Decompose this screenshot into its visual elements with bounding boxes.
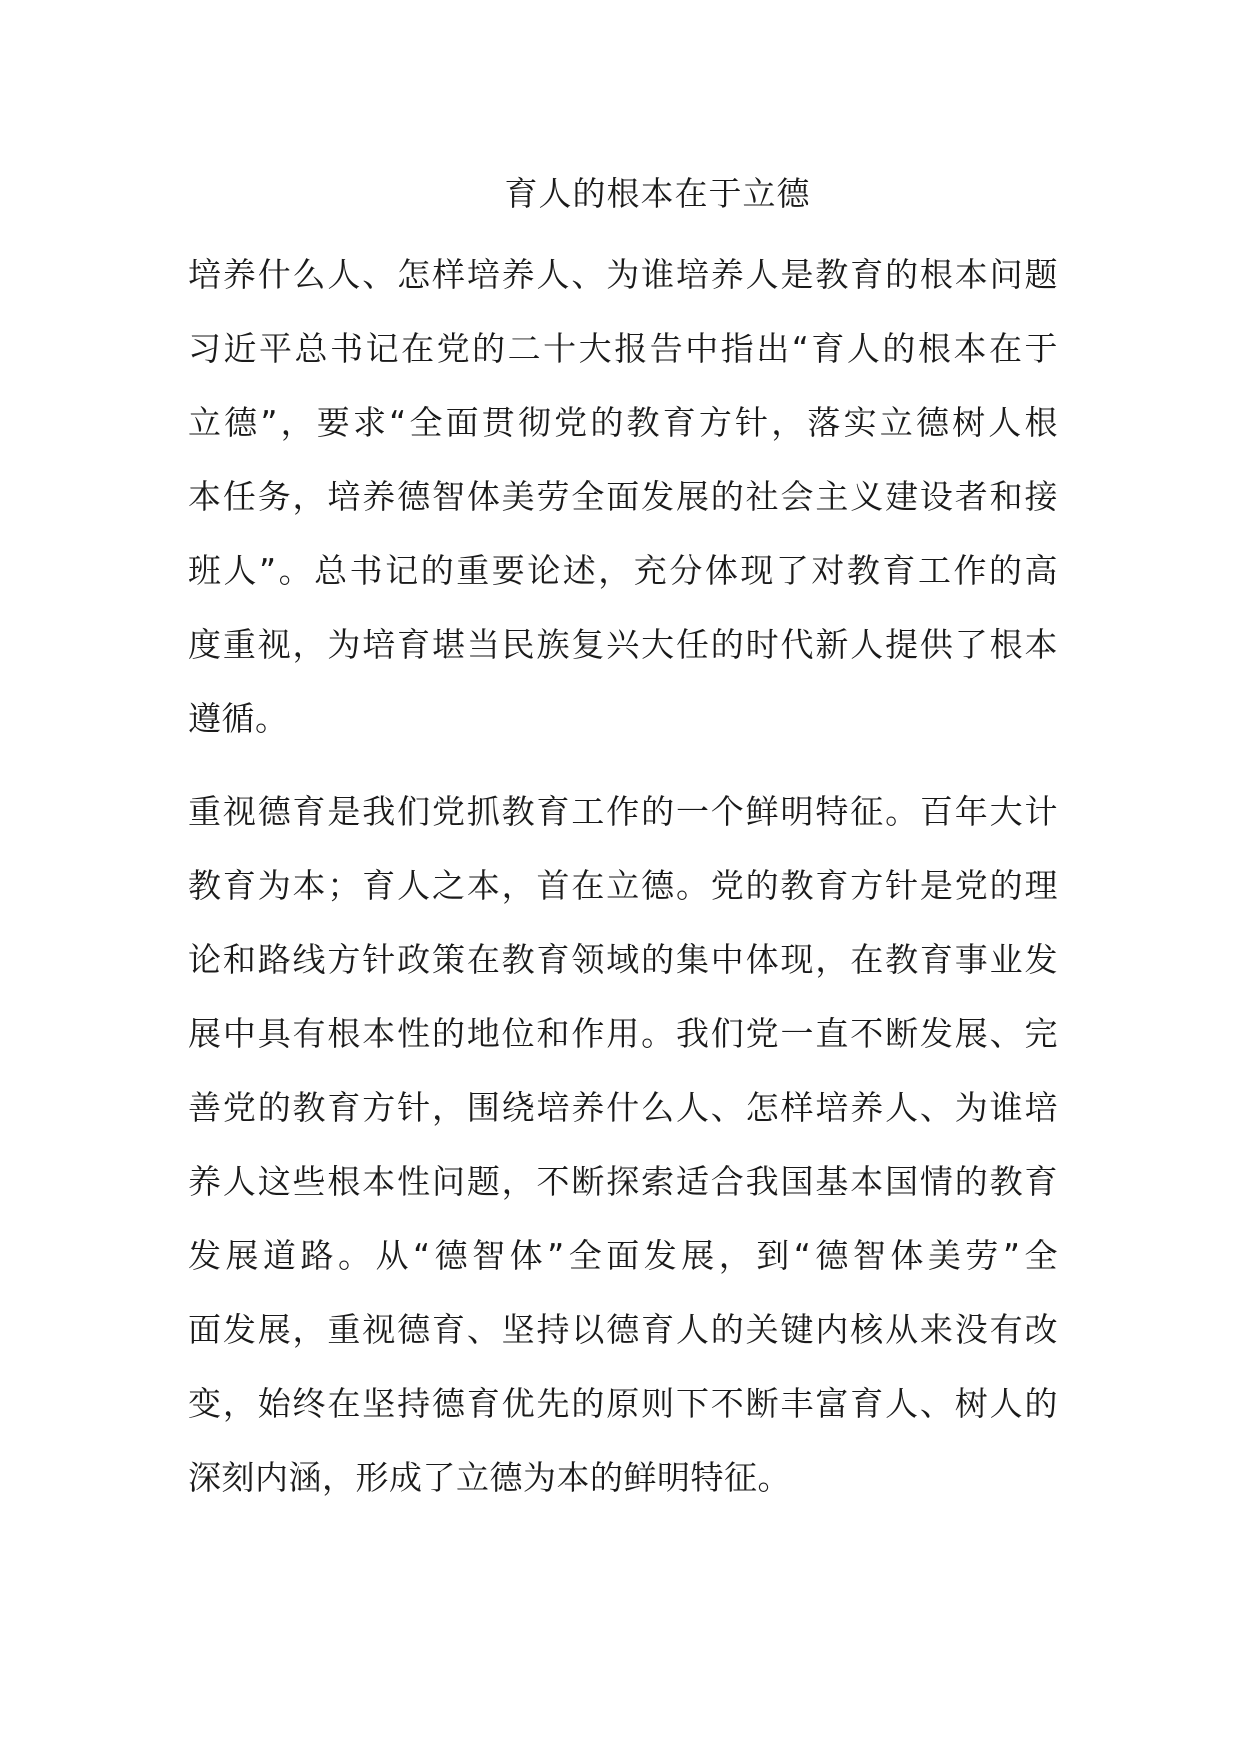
text-line: 培养什么人、怎样培养人、为谁培养人是教育的根本问题 [188, 255, 1058, 294]
text-line: 班人”。总书记的重要论述，充分体现了对教育工作的高 [188, 551, 1058, 590]
text-line: 发展道路。从“德智体”全面发展，到“德智体美劳”全 [188, 1236, 1058, 1275]
text-line: 展中具有根本性的地位和作用。我们党一直不断发展、完 [188, 1014, 1058, 1053]
text-line: 善党的教育方针，围绕培养什么人、怎样培养人、为谁培 [188, 1088, 1058, 1127]
text-line: 论和路线方针政策在教育领域的集中体现，在教育事业发 [188, 940, 1058, 979]
text-line: 习近平总书记在党的二十大报告中指出“育人的根本在于 [188, 329, 1058, 368]
paragraph [188, 775, 1058, 1515]
text-line: 面发展，重视德育、坚持以德育人的关键内核从来没有改 [188, 1310, 1058, 1349]
text-line: 重视德育是我们党抓教育工作的一个鲜明特征。百年大计 [188, 792, 1058, 831]
text-line: 教育为本；育人之本，首在立德。党的教育方针是党的理 [188, 866, 1058, 905]
paragraph [188, 238, 1058, 756]
text-line: 深刻内涵，形成了立德为本的鲜明特征。 [188, 1458, 791, 1497]
text-line: 立德”，要求“全面贯彻党的教育方针，落实立德树人根 [188, 403, 1058, 442]
text-line: 遵循。 [188, 699, 289, 738]
text-line: 变，始终在坚持德育优先的原则下不断丰富育人、树人的 [188, 1384, 1058, 1423]
text-line: 度重视，为培育堪当民族复兴大任的时代新人提供了根本 [188, 625, 1058, 664]
document-title: 育人的根本在于立德 [504, 174, 811, 213]
text-line: 养人这些根本性问题，不断探索适合我国基本国情的教育 [188, 1162, 1058, 1201]
text-line: 本任务，培养德智体美劳全面发展的社会主义建设者和接 [188, 477, 1058, 516]
